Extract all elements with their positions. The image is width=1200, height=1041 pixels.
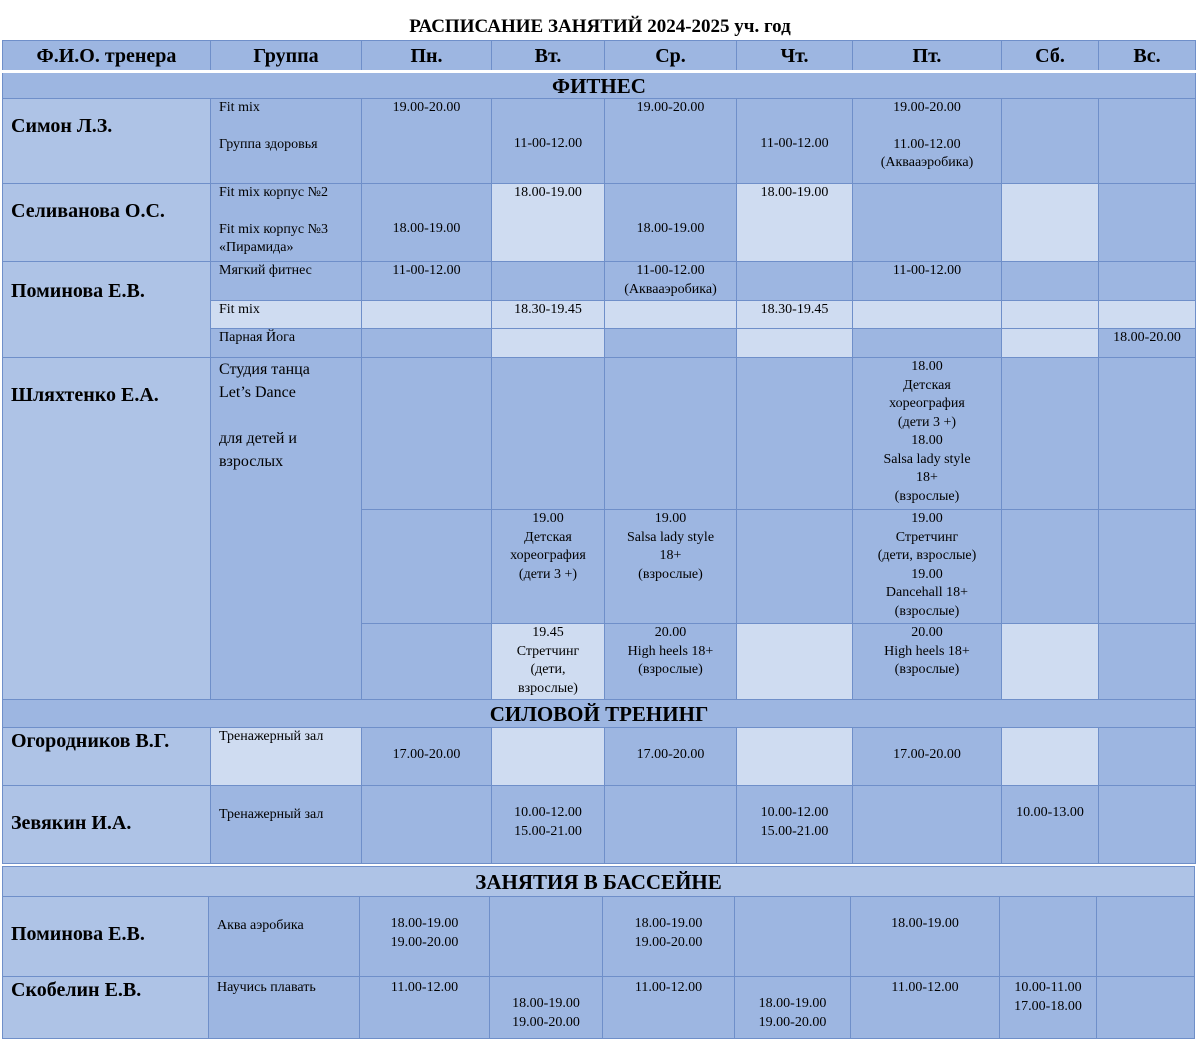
class-line: хореография [510,548,586,563]
schedule-time: 11-00-12.00 [636,263,705,278]
group-name: «Пирамида» [219,240,294,255]
schedule-time: 18.00-19.00 [512,996,580,1011]
class-line: 19.00 [654,511,687,526]
class-line: 18+ [916,470,938,485]
group-name: Группа здоровья [219,136,318,152]
trainer-name: Селиванова О.С. [11,200,165,222]
class-line: High heels 18+ [884,643,970,659]
schedule-time: 19.00-20.00 [634,934,703,950]
header-cell: Вт. [492,41,605,72]
class-line: (взрослые) [894,662,960,677]
header-cell: Пн. [362,41,492,72]
schedule-time: 17.00-20.00 [392,747,461,762]
schedule-time: 18.00-19.00 [392,221,461,236]
class-line: (дети 3 +) [897,414,957,430]
schedule-time: 11.00-12.00 [390,980,459,995]
schedule-time: 19.00-20.00 [758,1014,827,1030]
header-cell: Группа [211,41,362,72]
class-line: 20.00 [911,625,943,640]
schedule-time: 10.00-13.00 [1016,805,1084,820]
schedule-table [2,40,1196,864]
class-line: Стретчинг [516,643,580,659]
group-name: Fit mix [219,302,260,317]
class-line: 19.00 [911,511,943,526]
header-row [3,41,1196,72]
section-row [3,700,1196,728]
class-line: (дети, взрослые) [877,548,977,563]
class-line: хореография [889,396,965,411]
table-row [3,262,1196,301]
schedule-time: 11.00-12.00 [891,980,959,995]
schedule-time: 18.00-19.00 [891,916,959,931]
header-cell: Ф.И.О. тренера [3,41,211,72]
schedule-time: 19.00-20.00 [390,934,459,950]
group-note: взрослых [219,453,284,470]
group-name: Тренажерный зал [219,807,324,822]
group-name: Let’s Dance [219,384,296,401]
schedule-time: 18.30-19.45 [514,302,582,317]
class-line: 18.00 [911,433,943,448]
group-name: Парная Йога [219,330,296,345]
section-row [3,72,1196,99]
group-note: для детей и [219,430,297,447]
table-row [3,184,1196,262]
class-block [853,510,1002,624]
class-line: Стретчинг [895,529,959,545]
class-line: 19.45 [532,625,564,640]
class-block [853,624,1002,700]
schedule-time: 17.00-18.00 [1014,998,1082,1014]
schedule-note: (Аквааэробика) [880,155,974,170]
table-row [3,99,1196,184]
class-block [605,624,737,700]
schedule-time: 19.00-20.00 [392,100,461,115]
header-cell: Ср. [605,41,737,72]
section-title-pool: ЗАНЯТИЯ В БАССЕЙНЕ [3,867,1195,897]
trainer-name: Огородников В.Г. [11,730,170,752]
class-block [605,510,737,624]
schedule-time: 18.00-19.00 [758,996,827,1011]
group-name: Аква аэробика [217,918,304,933]
header-cell: Сб. [1002,41,1099,72]
group-name: Научись плавать [217,980,316,995]
class-block [853,358,1002,510]
header-cell: Чт. [737,41,853,72]
schedule-time: 18.30-19.45 [760,302,829,317]
schedule-time: 17.00-20.00 [636,747,705,762]
class-line: Dancehall 18+ [885,585,969,600]
class-line: (дети 3 +) [518,566,578,582]
schedule-time: 10.00-12.00 [760,805,829,820]
group-name: Fit mix корпус №3 [219,221,328,237]
schedule-time: 18.00-19.00 [514,185,582,200]
trainer-name: Симон Л.З. [11,115,113,137]
schedule-time: 15.00-21.00 [760,823,829,839]
section-title-fitness: ФИТНЕС [3,72,1196,99]
schedule-time: 18.00-19.00 [760,185,829,200]
class-line: (взрослые) [894,603,960,619]
pool-schedule-table [2,866,1195,1039]
trainer-name: Поминова Е.В. [11,280,145,302]
class-line: 19.00 [911,566,943,582]
schedule-time: 11-00-12.00 [892,263,962,278]
header-cell: Вс. [1099,41,1196,72]
class-line: (взрослые) [638,662,703,677]
table-row [3,786,1196,864]
group-name: Fit mix [219,100,260,115]
class-block [492,510,605,624]
schedule-time: 11.00-12.00 [634,980,703,995]
table-row [3,728,1196,786]
class-block [492,624,605,700]
section-title-strength: СИЛОВОЙ ТРЕНИНГ [3,700,1196,728]
schedule-time: 11-00-12.00 [513,136,583,151]
class-line: Salsa lady style [883,451,971,467]
page-title: РАСПИСАНИЕ ЗАНЯТИЙ 2024-2025 уч. год [409,16,791,37]
schedule-time: 18.00-19.00 [636,221,705,236]
schedule-time: 10.00-11.00 [1014,980,1082,995]
class-line: (взрослые) [894,488,960,504]
schedule-time: 11-00-12.00 [392,263,461,278]
class-line: Детская [903,377,951,393]
schedule-time: 19.00-20.00 [893,100,961,115]
section-row [3,867,1195,897]
schedule-time: 19.00-20.00 [512,1014,580,1030]
trainer-name: Поминова Е.В. [11,923,145,945]
table-row [3,977,1195,1039]
schedule-time: 17.00-20.00 [893,747,961,762]
class-line: (взрослые) [638,566,703,582]
class-line: Детская [524,529,572,545]
group-name: Мягкий фитнес [219,263,312,278]
schedule-time: 18.00-19.00 [390,916,459,931]
class-line: 18+ [659,548,682,563]
schedule-time: 18.00-19.00 [634,916,703,931]
class-line: 18.00 [911,359,943,374]
schedule-note: (Аквааэробика) [624,281,717,297]
schedule-time: 11-00-12.00 [760,136,829,151]
schedule-time: 11.00-12.00 [893,136,961,152]
class-line: Salsa lady style [626,529,715,545]
group-name: Студия танца [219,361,310,378]
class-line: 20.00 [654,625,687,640]
trainer-name: Шляхтенко Е.А. [11,384,159,406]
table-row [3,897,1195,977]
trainer-name: Скобелин Е.В. [11,979,142,1001]
class-line: 19.00 [532,511,564,526]
schedule-time: 15.00-21.00 [514,823,582,839]
class-line: High heels 18+ [627,643,714,659]
table-row [3,358,1196,510]
header-cell: Пт. [853,41,1002,72]
group-name: Fit mix корпус №2 [219,185,328,200]
group-name: Тренажерный зал [219,729,324,744]
schedule-time: 19.00-20.00 [636,100,705,115]
schedule-time: 10.00-12.00 [514,805,582,820]
schedule-time: 18.00-20.00 [1113,330,1181,345]
class-line: взрослые) [518,680,578,696]
trainer-name: Зевякин И.А. [11,812,132,834]
class-line: (дети, [530,662,566,677]
